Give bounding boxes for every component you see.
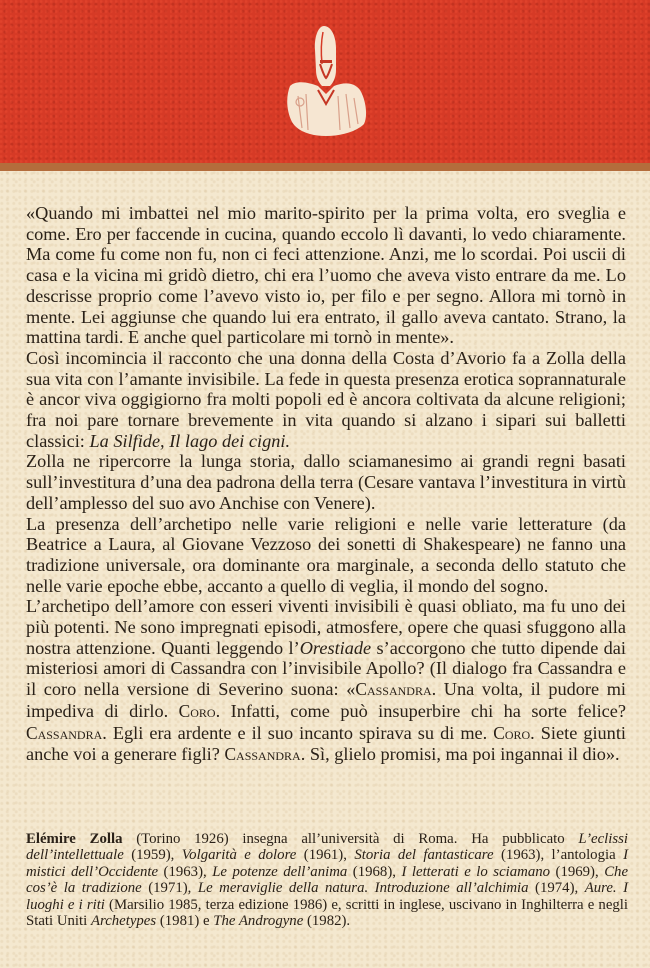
back-cover-page: [0, 171, 650, 968]
band-divider: [0, 163, 650, 171]
blurb-paragraph-2: Così incomincia il racconto che una donna della Costa d’Avorio fa a Zolla della sua vita con l’amante invisibile. La fede in questa presenza erotica soprannaturale è ancor viva oggigiorno fra molti popoli ed è ancora coltivata da alcune religioni; fra noi pare tornare brevemente in vita quando si alzano i sipari sui balletti classici: La Silfide, Il lago dei cigni.: [26, 347, 626, 451]
blurb-paragraph-5: L’archetipo dell’amore con esseri viventi invisibili è quasi obliato, ma fu uno dei più potenti. Ne sono impregnati episodi, atmosfere, opere che quasi sfuggono alla nostra attenzione. Quanti leggendo l’Orestiade s’accorgono che tutto dipende dai misteriosi amori di Cassandra con l’invisibile Apollo? (Il dialogo fra Cassandra e il coro nella versione di Severino suona: «Cassandra. Una volta, il pudore mi impediva di dirlo. Coro. Infatti, come può insuperbire chi ha sorte felice? Cassandra. Egli era ardente e il suo incanto spirava su di me. Coro. Siete giunti anche voi a generare figli? Cassandra. Sì, glielo promisi, ma poi ingannai il dio».: [26, 596, 627, 765]
author-bio: [26, 831, 628, 929]
author-bio-paragraph: Elémire Zolla (Torino 1926) insegna all’università di Roma. Ha pubblicato L’eclissi dell’intellettuale (1959), Volgarità e dolore (1961), Storia del fantasticare (1963), l’antologia I mistici dell’Occidente (1963), Le potenze dell’anima (1968), I letterati e lo sciamano (1969), Che cos’è la tradizione (1971), Le meraviglie della natura. Introduzione all’alchimia (1974), Aure. I luoghi e i riti (Marsilio 1985, terza edizione 1986) e, scritti in inglese, uscivano in Inghilterra e negli Stati Uniti Archetypes (1981) e The Androgyne (1982).: [26, 831, 629, 930]
author-name: Elémire Zolla: [26, 831, 123, 847]
blurb-paragraph-4: La presenza dell’archetipo nelle varie religioni e nelle varie letterature (da Beatrice a Laura, al Giovane Vezzoso dei sonetti di Shakespeare) ne fanno una tradizione universale, ora dominante ora marginale, a seconda dello statuto che nelle varie epoche ebbe, accanto a quello di veglia, il mondo del sogno.: [26, 513, 626, 596]
blurb-quote-paragraph: «Quando mi imbattei nel mio marito-spirito per la prima volta, ero sveglia e come. Ero per faccende in cucina, quando eccolo lì davanti, lo vedo chiaramente. Ma come fu come non fu, non ci feci attenzione. Anzi, me lo scordai. Poi uscii di casa e la vicina mi gridò dietro, chi era l’uomo che aveva visto entrare da me. Lo descrisse proprio come l’avevo visto io, per filo e per segno. Allora mi tornò in mente. Lei aggiunse che quando lui era entrato, il gallo aveva cantato. Strano, la mattina tardi. E anche quel particolare mi tornò in mente».: [26, 203, 626, 348]
cover-red-band: [0, 0, 650, 163]
blurb-text: [26, 203, 626, 766]
blurb-paragraph-3: Zolla ne ripercorre la lunga storia, dallo sciamanesimo ai grandi regni basati sull’investitura d’una dea padrona della terra (Cesare vantava l’investitura in virtù dell’amplesso del suo avo Anchise con Venere).: [26, 451, 627, 513]
classical-bust-icon: [278, 24, 374, 140]
